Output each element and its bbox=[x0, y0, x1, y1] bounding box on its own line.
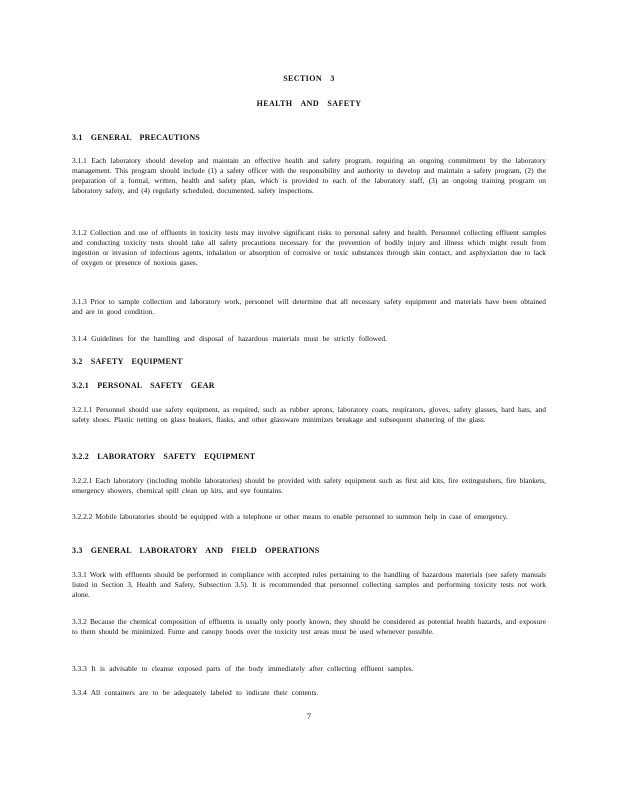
paragraph-3-2-2-1: 3.2.2.1 Each laboratory (including mobile laboratories) should be provided with safety equipment such as first aid kits, fire extinguishers, fire blankets, emergency showers, chemical spill clean up kits, and eye fountains. bbox=[72, 476, 546, 495]
paragraph-3-3-3: 3.3.3 It is advisable to cleanse exposed parts of the body immediately after collecting effluent samples. bbox=[72, 664, 414, 673]
paragraph-3-1-4: 3.1.4 Guidelines for the handling and disposal of hazardous materials must be strictly followed. bbox=[72, 334, 387, 343]
paragraph-3-3-2: 3.3.2 Because the chemical composition of effluents is usually only poorly known, they should be considered as potential health hazards, and exposure to them should be minimized. Fume and canopy hoods over the toxicity test areas must be used whenever possible. bbox=[72, 617, 546, 636]
heading-3-2: 3.2 SAFETY EQUIPMENT bbox=[72, 357, 183, 366]
page-number: 7 bbox=[307, 712, 311, 721]
paragraph-3-1-2: 3.1.2 Collection and use of effluents in toxicity tests may involve significant risks to personal safety and health. Personnel collecting effluent samples and conducting toxicity tests should take all safety precautions necessary for the prevention of bodily injury and illness which might result from ingestion or invasion of infectious agents, inhalation or absorption of corrosive or toxic substances through skin contact, and asphyxiation due to lack of oxygen or presence of noxious gases. bbox=[72, 228, 546, 267]
paragraph-3-1-3: 3.1.3 Prior to sample collection and laboratory work, personnel will determine that all necessary safety equipment and materials have been obtained and are in good condition. bbox=[72, 297, 546, 316]
heading-3-1: 3.1 GENERAL PRECAUTIONS bbox=[72, 133, 200, 142]
paragraph-3-3-4: 3.3.4 All containers are to be adequately labeled to indicate their contents. bbox=[72, 688, 319, 697]
heading-3-2-1: 3.2.1 PERSONAL SAFETY GEAR bbox=[72, 381, 215, 390]
paragraph-3-3-1: 3.3.1 Work with effluents should be performed in compliance with accepted rules pertaining to the handling of hazardous materials (see safety manuals listed in Section 3, Health and Safety, Subsection 3.5). It is recommended that personnel collecting samples and performing toxicity tests not work alone. bbox=[72, 570, 546, 599]
section-number: SECTION 3 bbox=[283, 74, 335, 83]
paragraph-3-2-2-2: 3.2.2.2 Mobile laboratories should be equipped with a telephone or other means to enable personnel to summon help in case of emergency. bbox=[72, 512, 508, 521]
paragraph-3-1-1: 3.1.1 Each laboratory should develop and maintain an effective health and safety program, requiring an ongoing commitment by the laboratory management. This program should include (1) a safety officer with the responsibility and authority to develop and maintain a safety program, (2) the preparation of a formal, written, health and safety plan, which is provided to each of the laboratory staff, (3) an ongoing training program on laboratory safety, and (4) regularly scheduled, documented, safety inspections. bbox=[72, 156, 546, 195]
paragraph-3-2-1-1: 3.2.1.1 Personnel should use safety equipment, as required, such as rubber aprons, laboratory coats, respirators, gloves, safety glasses, hard hats, and safety shoes. Plastic netting on glass beakers, flasks, and other glassware minimizes breakage and subsequent shattering of the glass. bbox=[72, 405, 546, 424]
heading-3-3: 3.3 GENERAL LABORATORY AND FIELD OPERATIONS bbox=[72, 546, 320, 555]
section-title: HEALTH AND SAFETY bbox=[256, 99, 362, 108]
heading-3-2-2: 3.2.2 LABORATORY SAFETY EQUIPMENT bbox=[72, 452, 256, 461]
